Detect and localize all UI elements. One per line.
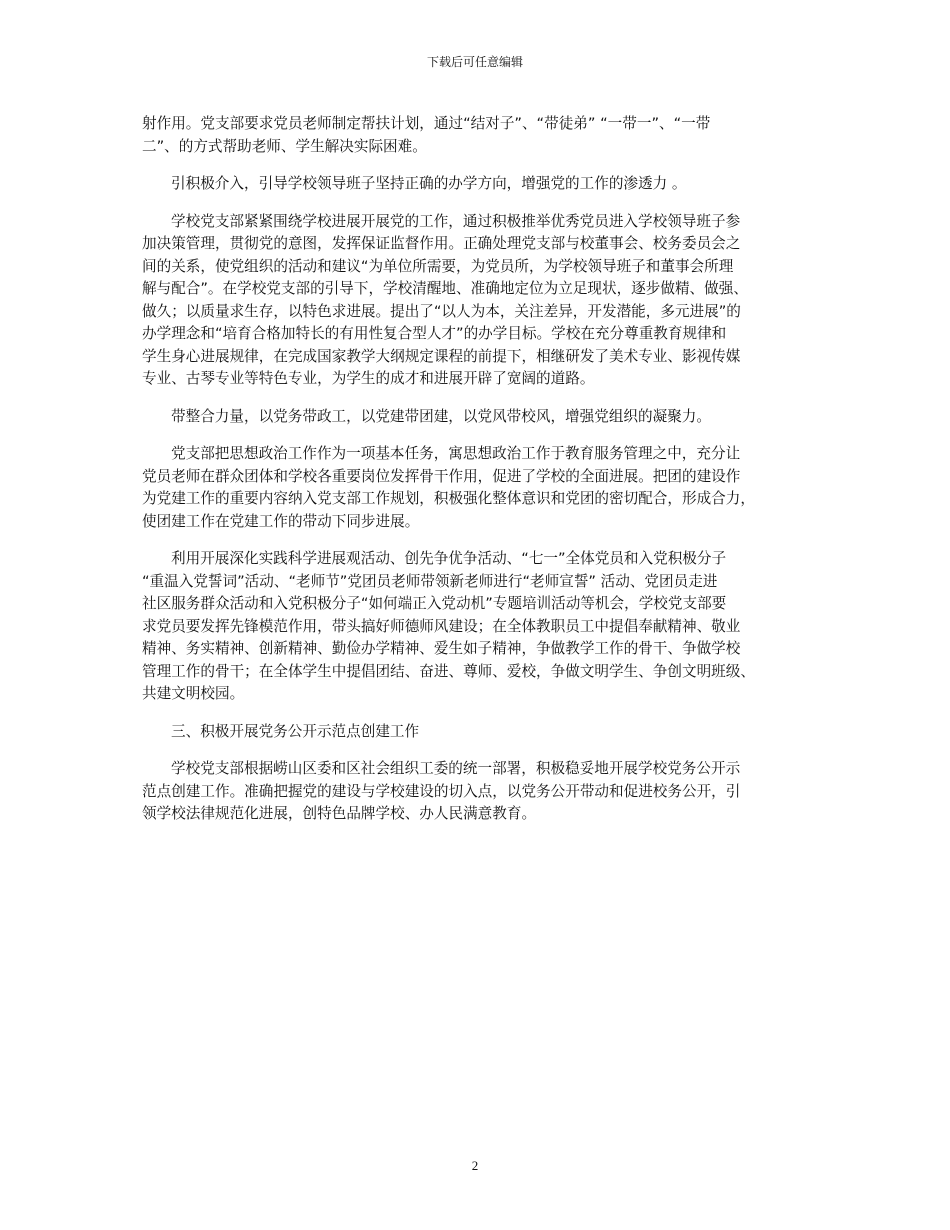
paragraph-line: 学校党支部紧紧围绕学校进展开展党的工作，通过积极推举优秀党员进入学校领导班子参 [171,212,741,230]
paragraph-line: “重温入党誓词”活动、“老师节”党团员老师带领新老师进行“老师宣誓” 活动、党团员走进 [142,572,718,590]
paragraph-line: 办学理念和“培育合格加特长的有用性复合型人才”的办学目标。学校在充分尊重教育规律和 [142,325,727,342]
paragraph-line: 做久；以质量求生存，以特色求进展。提出了“以人为本，关注差异，开发潜能，多元进展”的 [142,302,741,320]
paragraph-line: 解与配合”。在学校党支部的引导下，学校清醒地、准确地定位为立足现状，逐步做精、做强、 [142,280,748,297]
paragraph-line: 学生身心进展规律，在完成国家教学大纲规定课程的前提下，相继研发了美术专业、影视传媒 [142,347,741,365]
paragraph-line: 间的关系，使党组织的活动和建议“为单位所需要，为党员所，为学校领导班子和董事会所理 [142,257,734,275]
paragraph-line: 三、积极开展党务公开示范点创建工作 [171,722,420,740]
paragraph [142,211,818,391]
page-number: 2 [471,1158,479,1173]
paragraph-line: 求党员要发挥先锋模范作用，带头搞好师德师风建设；在全体教职员工中提倡奉献精神、敬业 [142,617,741,635]
paragraph-line: 领学校法律规范化进展，创特色品牌学校、办人民满意教育。 [142,805,537,822]
paragraph-line: 专业、古琴专业等特色专业，为学生的成才和进展开辟了宽阔的道路。 [142,370,595,387]
paragraph-line: 社区服务群众活动和入党积极分子“如何端正入党动机”专题培训活动等机会，学校党支部要 [142,595,727,612]
paragraph [142,548,818,706]
paragraph [142,721,818,744]
paragraph-line: 范点创建工作。准确把握党的建设与学校建设的切入点，以党务公开带动和促进校务公开，引 [142,782,741,800]
paragraph [142,443,818,533]
paragraph-line: 加决策管理，贯彻党的意图，发挥保证监督作用。正确处理党支部与校董事会、校务委员会之 [142,235,741,252]
page-header [0,54,950,70]
paragraph-line: 利用开展深化实践科学进展观活动、创先争优争活动、“七一”全体党员和入党积极分子 [171,550,727,567]
page-footer [0,1158,950,1174]
paragraph-line: 带整合力量，以党务带政工，以党建带团建，以党风带校风，增强党组织的凝聚力。 [171,407,711,425]
header-text: 下载后可任意编辑 [426,55,523,69]
paragraph-line: 引积极介入，引导学校领导班子坚持正确的办学方向，增强党的工作的渗透力 。 [171,175,687,192]
paragraph [142,113,818,158]
paragraph-line: 射作用。党支部要求党员老师制定帮扶计划，通过“结对子”、“带徒弟” “一带一”、“一带 [142,115,711,132]
paragraph-line: 二”、的方式帮助老师、学生解决实际困难。 [142,137,427,155]
paragraph-line: 精神、务实精神、创新精神、勤俭办学精神、爱生如子精神，争做教学工作的骨干、争做学校 [142,640,741,657]
paragraph-line: 学校党支部根据崂山区委和区社会组织工委的统一部署，积极稳妥地开展学校党务公开示 [171,760,741,777]
paragraph-line: 使团建工作在党建工作的带动下同步进展。 [142,512,420,530]
paragraph-line: 共建文明校园。 [142,685,245,702]
document-body [142,113,818,841]
paragraph [142,173,818,196]
paragraph-line: 管理工作的骨干；在全体学生中提倡团结、奋进、尊师、爱校，争做文明学生、争创文明班级、 [142,662,755,680]
paragraph [142,406,818,429]
paragraph-line: 党员老师在群众团体和学校各重要岗位发挥骨干作用，促进了学校的全面进展。把团的建设作 [142,467,741,485]
paragraph-line: 为党建工作的重要内容纳入党支部工作规划，积极强化整体意识和党团的密切配合，形成合力， [142,490,755,507]
paragraph-line: 党支部把思想政治工作作为一项基本任务，寓思想政治工作于教育服务管理之中，充分让 [171,445,741,462]
paragraph [142,758,818,826]
